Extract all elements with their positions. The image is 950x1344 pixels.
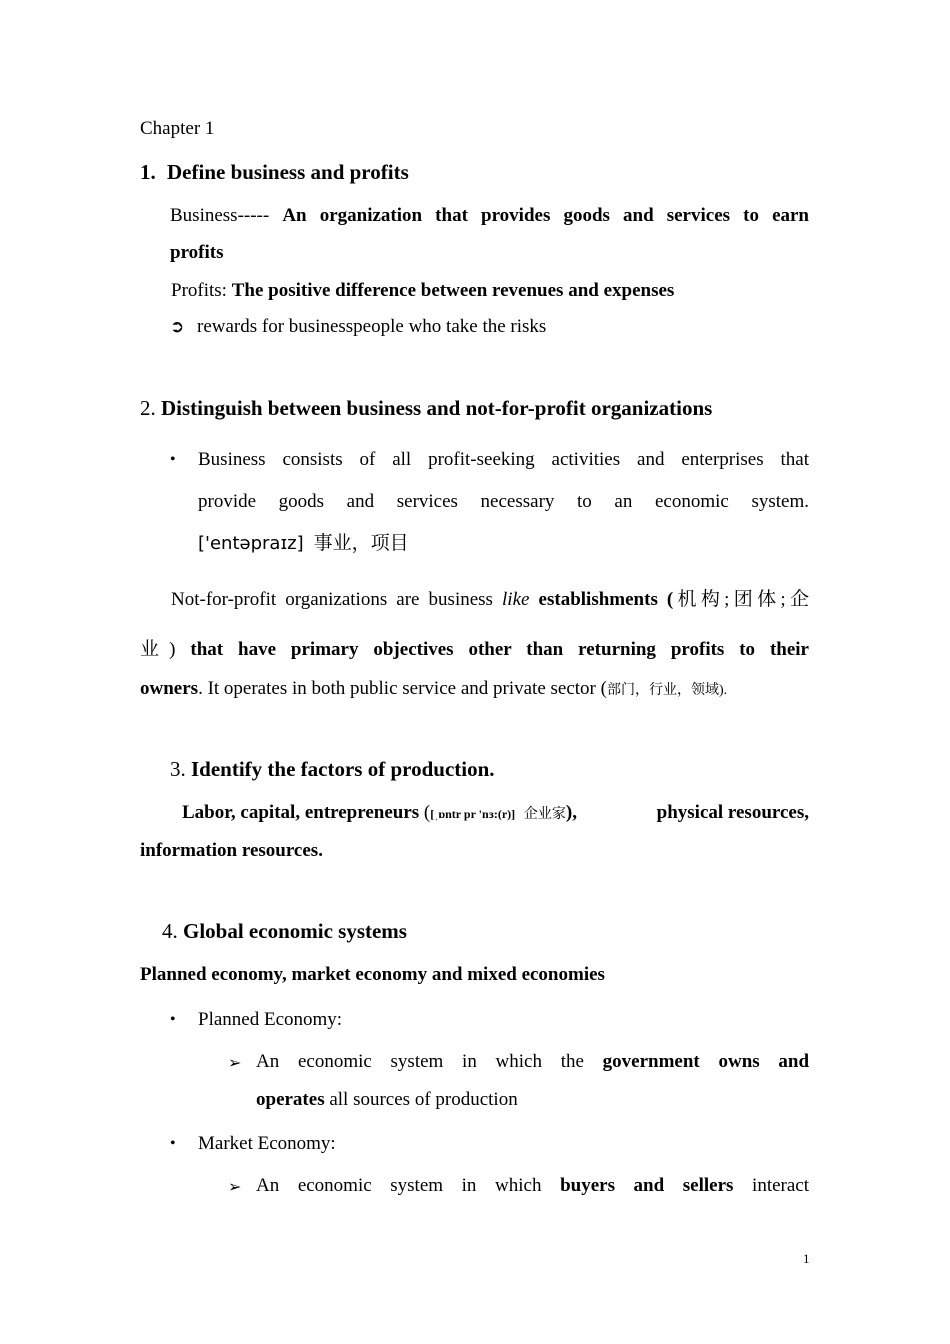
planned-definition-line-1 bbox=[256, 1051, 809, 1073]
section-2-number: 2. bbox=[140, 396, 156, 420]
business-definition-line-2: profits bbox=[170, 242, 224, 263]
sub-bullet-arrow-icon: ➢ bbox=[228, 1053, 242, 1072]
factors-physical: physical resources, bbox=[656, 802, 809, 823]
market-text: An economic system in which bbox=[256, 1175, 542, 1196]
entrepreneur-ipa: [ˌɒntr pr 'nɜ:(r)] bbox=[430, 807, 516, 821]
arrow-point bbox=[170, 316, 546, 338]
planned-bold: government owns and bbox=[602, 1051, 810, 1072]
section-4-title: Global economic systems bbox=[183, 919, 407, 943]
nfp-end: ). bbox=[718, 683, 728, 698]
section-4-number: 4. bbox=[162, 919, 178, 943]
enterprise-pronunciation bbox=[198, 528, 409, 555]
factors-bold: Labor, capital, entrepreneurs bbox=[182, 802, 420, 823]
nfp-establishments: establishments ( bbox=[538, 589, 674, 610]
nfp-like: like bbox=[502, 589, 530, 610]
ipa-text: ['entəpraɪz] bbox=[198, 533, 304, 554]
section-2-heading bbox=[140, 396, 712, 421]
chapter-label: Chapter 1 bbox=[140, 118, 215, 139]
nfp-text: Not-for-profit organizations are business bbox=[171, 589, 493, 610]
planned-economy-label: Planned Economy: bbox=[198, 1009, 343, 1030]
section-3-heading bbox=[170, 757, 495, 782]
section-3-number: 3. bbox=[170, 757, 186, 781]
economies-subtitle: Planned economy, market economy and mixed economies bbox=[140, 964, 605, 985]
nfp-sector-text: . It operates in both public service and private sector ( bbox=[198, 678, 607, 699]
nfp-cn-gloss-end: 业) bbox=[140, 639, 176, 660]
nfp-cn-gloss: 机构;团体;企 bbox=[673, 589, 810, 610]
profits-label: Profits: bbox=[171, 280, 227, 301]
business-definition-line-1 bbox=[170, 205, 809, 227]
section-4-heading bbox=[162, 919, 407, 944]
nfp-objectives: that have primary objectives other than returning profits to their bbox=[190, 639, 809, 660]
business-label: Business----- bbox=[170, 205, 270, 226]
section-1-number: 1. bbox=[140, 160, 156, 184]
planned-rest: all sources of production bbox=[329, 1089, 518, 1110]
page-number: 1 bbox=[803, 1251, 810, 1266]
factors-line-2: information resources. bbox=[140, 840, 323, 861]
business-bullet-line-2: provide goods and services necessary to an economic system. bbox=[198, 491, 809, 512]
business-bullet-line-1: Business consists of all profit-seeking activities and enterprises that bbox=[198, 449, 809, 470]
section-3-title: Identify the factors of production. bbox=[191, 757, 495, 781]
business-definition: An organization that provides goods and services to earn bbox=[282, 205, 809, 226]
nfp-paragraph-line-1 bbox=[171, 584, 809, 611]
factors-open: ( bbox=[423, 802, 431, 823]
market-economy-label: Market Economy: bbox=[198, 1133, 336, 1154]
section-1-title: Define business and profits bbox=[167, 160, 409, 184]
market-bold: buyers and sellers bbox=[560, 1175, 734, 1196]
section-1-heading bbox=[140, 160, 409, 185]
sub-bullet-arrow-icon: ➢ bbox=[228, 1177, 242, 1196]
nfp-owners: owners bbox=[140, 678, 199, 699]
nfp-sector-gloss: 部门，行业，领域 bbox=[606, 683, 719, 698]
bullet-icon: • bbox=[170, 1135, 176, 1152]
planned-text: An economic system in which the bbox=[256, 1051, 584, 1072]
market-interact: interact bbox=[752, 1175, 810, 1196]
bullet-icon: • bbox=[170, 451, 176, 468]
market-definition-line-1 bbox=[256, 1175, 809, 1197]
bullet-icon: • bbox=[170, 1011, 176, 1028]
factors-line-1 bbox=[182, 802, 809, 824]
ipa-gloss: 事业，项目 bbox=[313, 533, 409, 554]
arrow-bullet-icon: ➲ bbox=[170, 317, 185, 337]
planned-operates: operates bbox=[256, 1089, 325, 1110]
profits-definition bbox=[171, 280, 674, 302]
entrepreneur-gloss: 企业家 bbox=[523, 807, 566, 822]
nfp-paragraph-line-2 bbox=[140, 634, 809, 661]
section-2-title: Distinguish between business and not-for-profit organizations bbox=[161, 396, 713, 420]
nfp-paragraph-line-3 bbox=[140, 678, 727, 700]
planned-definition-line-2 bbox=[256, 1089, 518, 1111]
factors-close: ), bbox=[565, 802, 577, 823]
arrow-point-text: rewards for businesspeople who take the risks bbox=[197, 316, 547, 337]
profits-text: The positive difference between revenues and expenses bbox=[231, 280, 675, 301]
